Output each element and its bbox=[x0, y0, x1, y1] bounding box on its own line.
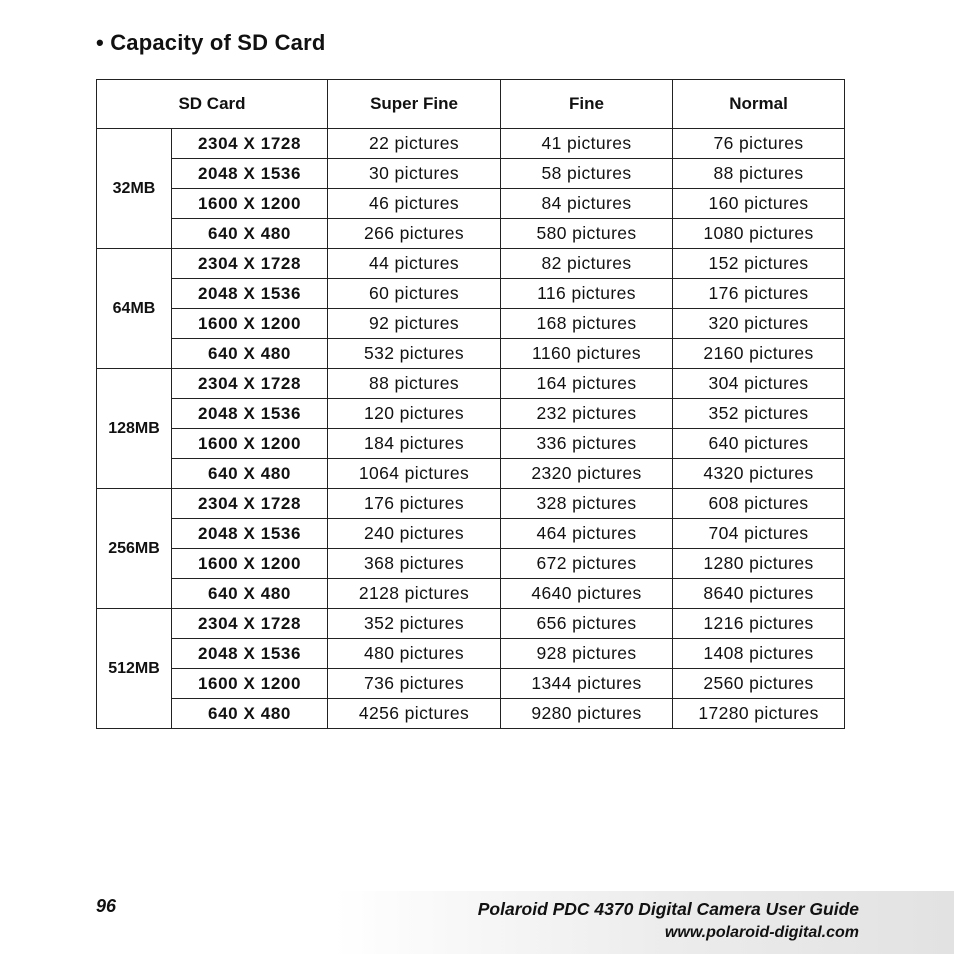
fine-cell: 928 pictures bbox=[501, 639, 673, 669]
table-row bbox=[97, 669, 845, 699]
fine-cell: 464 pictures bbox=[501, 519, 673, 549]
table-row bbox=[97, 429, 845, 459]
resolution-cell: 1600 X 1200 bbox=[172, 549, 328, 579]
card-size-cell: 256MB bbox=[97, 489, 172, 609]
super-fine-cell: 266 pictures bbox=[328, 219, 501, 249]
super-fine-cell: 120 pictures bbox=[328, 399, 501, 429]
fine-cell: 580 pictures bbox=[501, 219, 673, 249]
table-row bbox=[97, 549, 845, 579]
super-fine-cell: 22 pictures bbox=[328, 129, 501, 159]
super-fine-cell: 240 pictures bbox=[328, 519, 501, 549]
super-fine-cell: 352 pictures bbox=[328, 609, 501, 639]
resolution-cell: 640 X 480 bbox=[172, 579, 328, 609]
super-fine-cell: 46 pictures bbox=[328, 189, 501, 219]
card-size-cell: 512MB bbox=[97, 609, 172, 729]
fine-cell: 116 pictures bbox=[501, 279, 673, 309]
table-row bbox=[97, 399, 845, 429]
card-size-cell: 64MB bbox=[97, 249, 172, 369]
normal-cell: 304 pictures bbox=[673, 369, 845, 399]
normal-cell: 704 pictures bbox=[673, 519, 845, 549]
header-sd-card: SD Card bbox=[97, 80, 328, 129]
page-number: 96 bbox=[96, 896, 117, 916]
fine-cell: 58 pictures bbox=[501, 159, 673, 189]
table-row bbox=[97, 489, 845, 519]
resolution-cell: 2304 X 1728 bbox=[172, 129, 328, 159]
normal-cell: 352 pictures bbox=[673, 399, 845, 429]
header-fine: Fine bbox=[501, 80, 673, 129]
fine-cell: 328 pictures bbox=[501, 489, 673, 519]
normal-cell: 8640 pictures bbox=[673, 579, 845, 609]
resolution-cell: 2304 X 1728 bbox=[172, 369, 328, 399]
fine-cell: 168 pictures bbox=[501, 309, 673, 339]
fine-cell: 164 pictures bbox=[501, 369, 673, 399]
table-row bbox=[97, 519, 845, 549]
resolution-cell: 640 X 480 bbox=[172, 339, 328, 369]
super-fine-cell: 92 pictures bbox=[328, 309, 501, 339]
fine-cell: 9280 pictures bbox=[501, 699, 673, 729]
table-row bbox=[97, 339, 845, 369]
table-row bbox=[97, 369, 845, 399]
table-row bbox=[97, 159, 845, 189]
fine-cell: 672 pictures bbox=[501, 549, 673, 579]
table-row bbox=[97, 579, 845, 609]
super-fine-cell: 60 pictures bbox=[328, 279, 501, 309]
header-normal: Normal bbox=[673, 80, 845, 129]
table-row bbox=[97, 129, 845, 159]
normal-cell: 2560 pictures bbox=[673, 669, 845, 699]
normal-cell: 1080 pictures bbox=[673, 219, 845, 249]
resolution-cell: 640 X 480 bbox=[172, 219, 328, 249]
resolution-cell: 1600 X 1200 bbox=[172, 309, 328, 339]
section-heading: • Capacity of SD Card bbox=[96, 30, 326, 55]
header-super-fine: Super Fine bbox=[328, 80, 501, 129]
resolution-cell: 1600 X 1200 bbox=[172, 429, 328, 459]
normal-cell: 640 pictures bbox=[673, 429, 845, 459]
super-fine-cell: 88 pictures bbox=[328, 369, 501, 399]
fine-cell: 2320 pictures bbox=[501, 459, 673, 489]
super-fine-cell: 176 pictures bbox=[328, 489, 501, 519]
table-row bbox=[97, 309, 845, 339]
guide-title: Polaroid PDC 4370 Digital Camera User Guide bbox=[477, 899, 859, 919]
table-row bbox=[97, 459, 845, 489]
normal-cell: 1280 pictures bbox=[673, 549, 845, 579]
resolution-cell: 2048 X 1536 bbox=[172, 639, 328, 669]
normal-cell: 320 pictures bbox=[673, 309, 845, 339]
super-fine-cell: 532 pictures bbox=[328, 339, 501, 369]
table-row bbox=[97, 699, 845, 729]
table-row bbox=[97, 639, 845, 669]
table-body bbox=[97, 129, 845, 729]
resolution-cell: 1600 X 1200 bbox=[172, 669, 328, 699]
table-row bbox=[97, 249, 845, 279]
fine-cell: 232 pictures bbox=[501, 399, 673, 429]
fine-cell: 336 pictures bbox=[501, 429, 673, 459]
fine-cell: 1160 pictures bbox=[501, 339, 673, 369]
super-fine-cell: 30 pictures bbox=[328, 159, 501, 189]
normal-cell: 1216 pictures bbox=[673, 609, 845, 639]
super-fine-cell: 368 pictures bbox=[328, 549, 501, 579]
resolution-cell: 2304 X 1728 bbox=[172, 609, 328, 639]
normal-cell: 608 pictures bbox=[673, 489, 845, 519]
normal-cell: 152 pictures bbox=[673, 249, 845, 279]
capacity-table bbox=[96, 79, 845, 729]
super-fine-cell: 480 pictures bbox=[328, 639, 501, 669]
normal-cell: 88 pictures bbox=[673, 159, 845, 189]
fine-cell: 41 pictures bbox=[501, 129, 673, 159]
super-fine-cell: 2128 pictures bbox=[328, 579, 501, 609]
normal-cell: 2160 pictures bbox=[673, 339, 845, 369]
resolution-cell: 2304 X 1728 bbox=[172, 489, 328, 519]
resolution-cell: 2048 X 1536 bbox=[172, 399, 328, 429]
fine-cell: 84 pictures bbox=[501, 189, 673, 219]
normal-cell: 76 pictures bbox=[673, 129, 845, 159]
table-row bbox=[97, 189, 845, 219]
fine-cell: 656 pictures bbox=[501, 609, 673, 639]
table-header-row bbox=[97, 80, 845, 129]
resolution-cell: 2048 X 1536 bbox=[172, 279, 328, 309]
table-row bbox=[97, 279, 845, 309]
fine-cell: 82 pictures bbox=[501, 249, 673, 279]
card-size-cell: 32MB bbox=[97, 129, 172, 249]
super-fine-cell: 4256 pictures bbox=[328, 699, 501, 729]
normal-cell: 176 pictures bbox=[673, 279, 845, 309]
resolution-cell: 640 X 480 bbox=[172, 459, 328, 489]
fine-cell: 1344 pictures bbox=[501, 669, 673, 699]
super-fine-cell: 184 pictures bbox=[328, 429, 501, 459]
resolution-cell: 1600 X 1200 bbox=[172, 189, 328, 219]
resolution-cell: 640 X 480 bbox=[172, 699, 328, 729]
super-fine-cell: 44 pictures bbox=[328, 249, 501, 279]
normal-cell: 160 pictures bbox=[673, 189, 845, 219]
resolution-cell: 2048 X 1536 bbox=[172, 159, 328, 189]
normal-cell: 4320 pictures bbox=[673, 459, 845, 489]
normal-cell: 17280 pictures bbox=[673, 699, 845, 729]
normal-cell: 1408 pictures bbox=[673, 639, 845, 669]
fine-cell: 4640 pictures bbox=[501, 579, 673, 609]
table-row bbox=[97, 219, 845, 249]
guide-url: www.polaroid-digital.com bbox=[664, 924, 859, 941]
resolution-cell: 2304 X 1728 bbox=[172, 249, 328, 279]
super-fine-cell: 1064 pictures bbox=[328, 459, 501, 489]
table-row bbox=[97, 609, 845, 639]
super-fine-cell: 736 pictures bbox=[328, 669, 501, 699]
resolution-cell: 2048 X 1536 bbox=[172, 519, 328, 549]
card-size-cell: 128MB bbox=[97, 369, 172, 489]
